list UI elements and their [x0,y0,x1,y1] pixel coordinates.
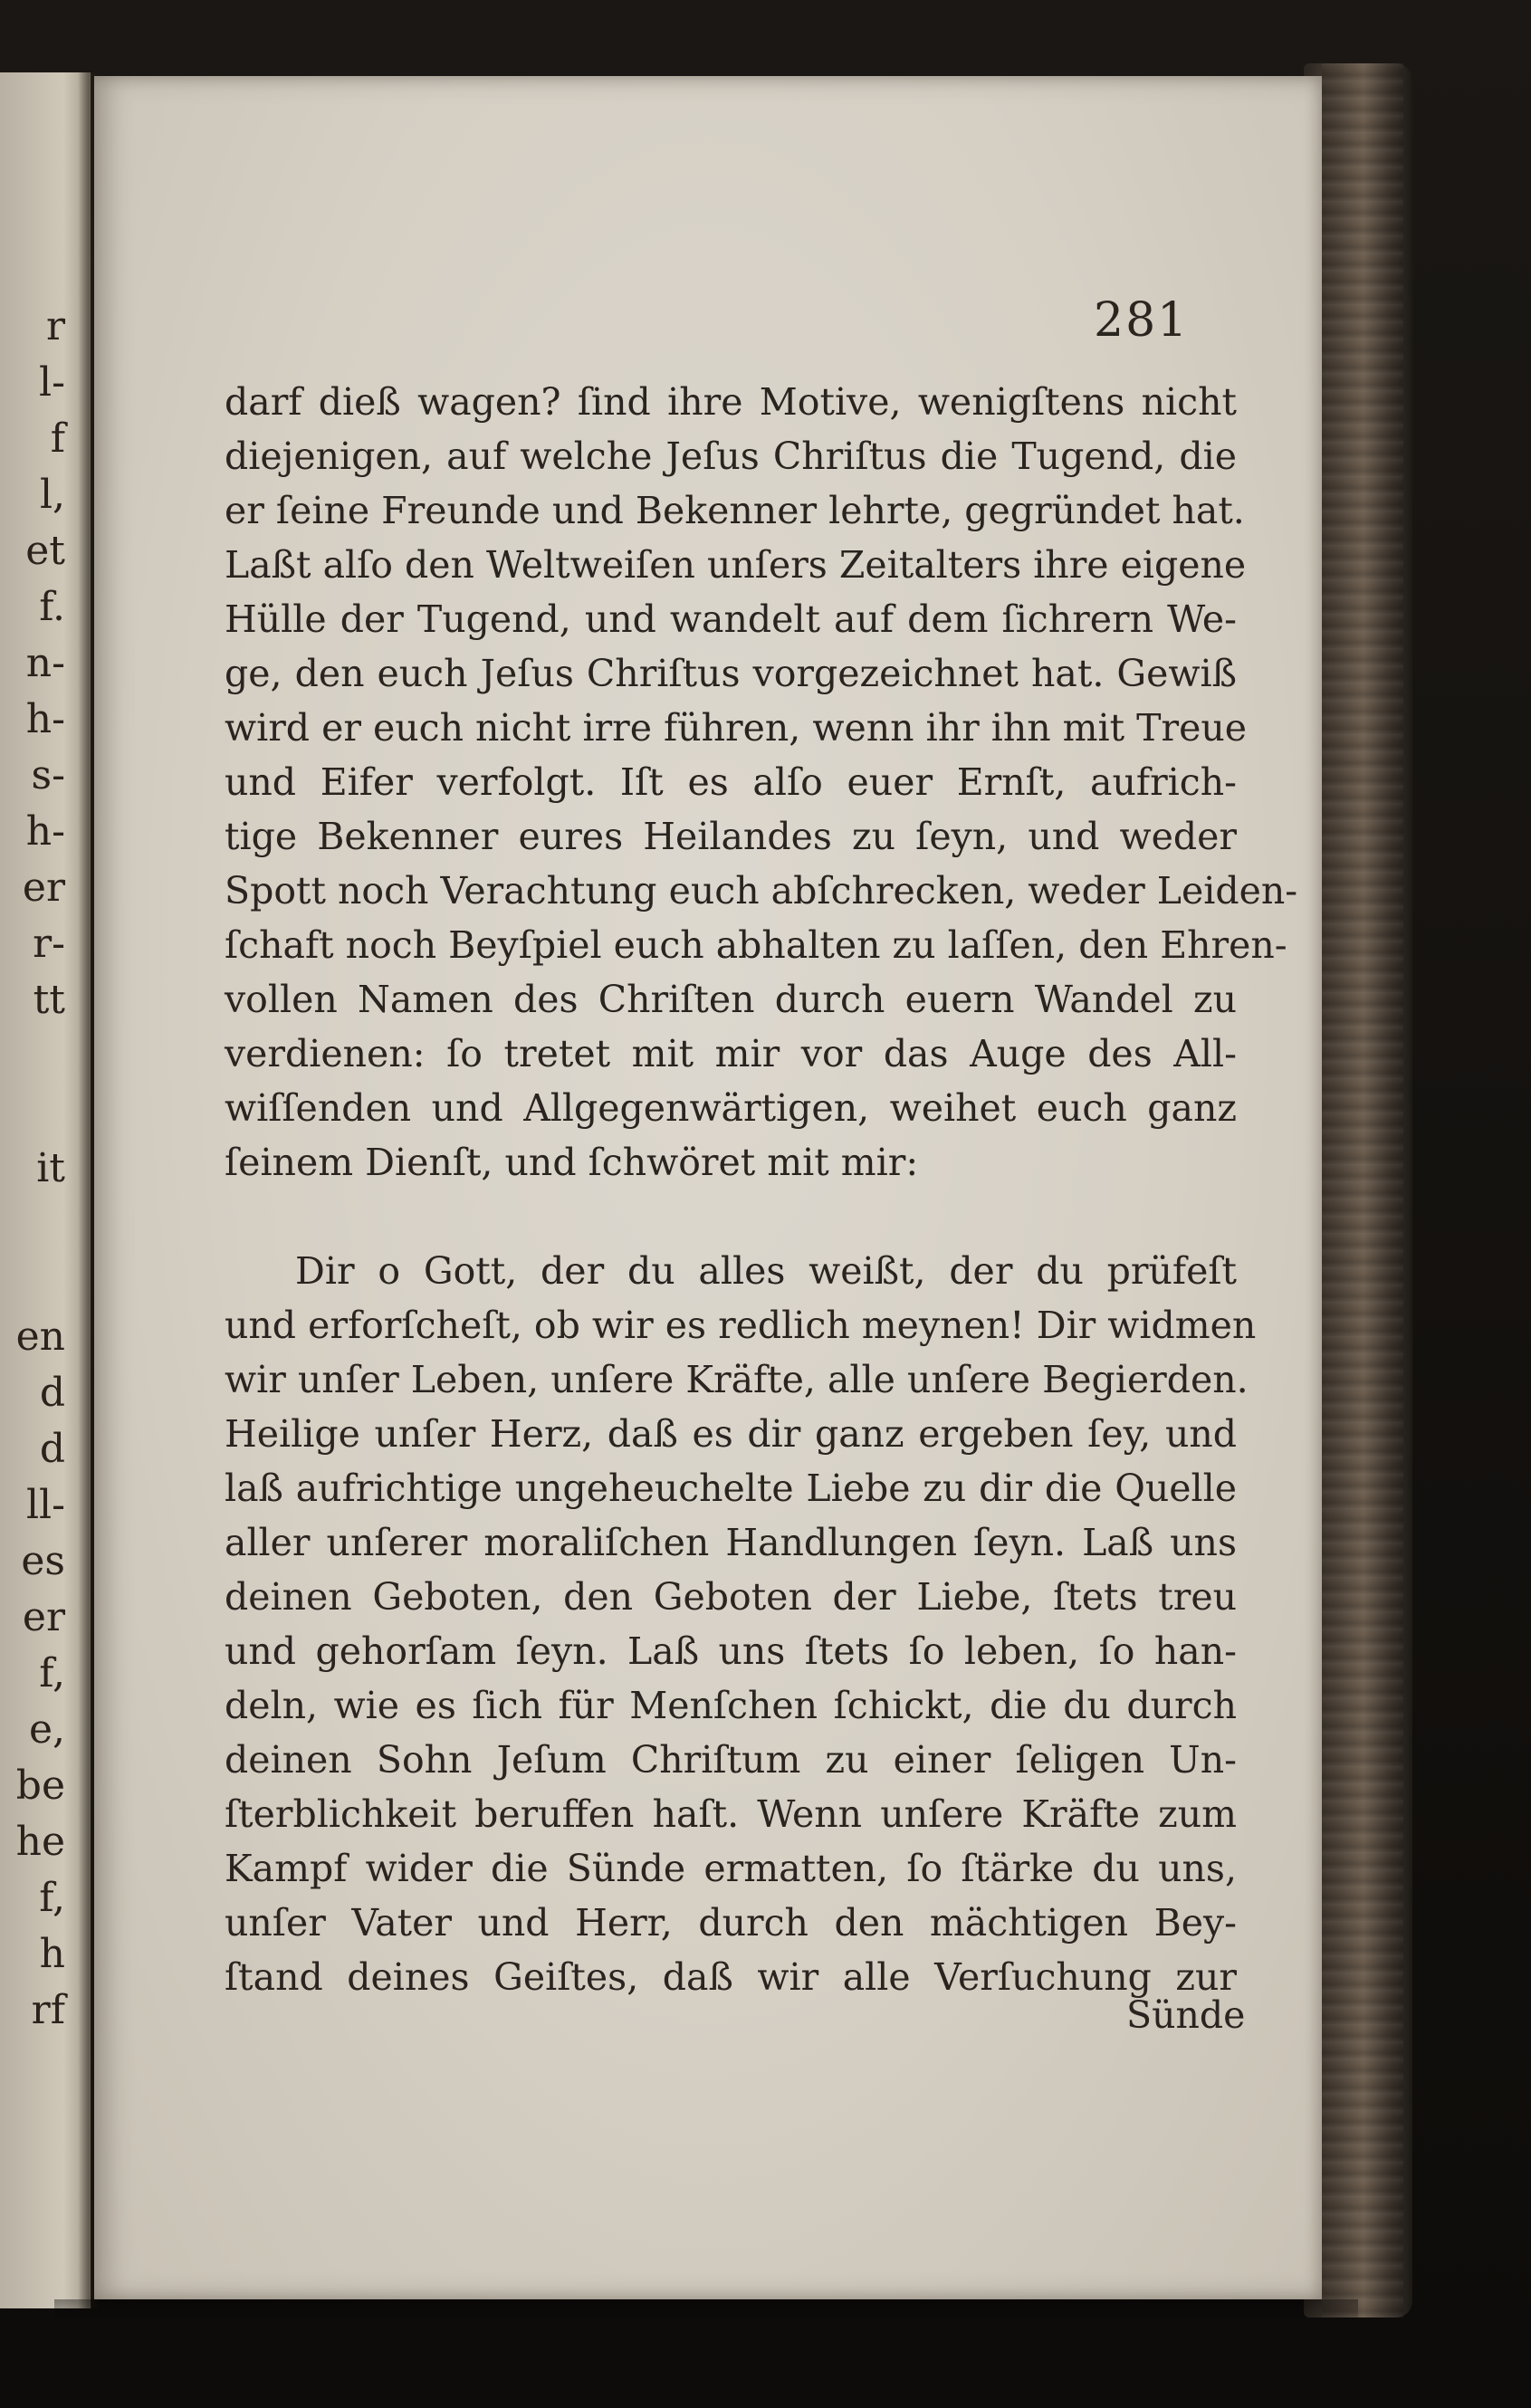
text-line: ſeinem Dienſt, und ſchwöret mit mir: [225,1141,919,1184]
page-bottom-shadow [54,2299,1358,2327]
text-line: Laßt alſo den Weltweiſen unſers Zeitalters ihre eigene [225,543,1247,587]
page-number: 281 [1094,293,1190,348]
text-line: laß aufrichtige ungeheuchelte Liebe zu dir die Quelle [225,1467,1237,1510]
facing-page-fragment [0,1028,65,1085]
facing-page-fragment: tt [33,977,65,1023]
paragraph-1 [225,375,1298,1190]
text-line: er ſeine Freunde und Bekenner lehrte, gegründet hat. [225,489,1245,532]
text-line: tige Bekenner eures Heilandes zu ſeyn, und weder [225,815,1237,858]
text-line: Kampf wider die Sünde ermatten, ſo ſtärke du uns, [225,1847,1237,1890]
facing-page-fragment: et [25,528,65,574]
facing-page-fragment: e, [28,1706,65,1753]
facing-page-fragment: it [36,1145,65,1191]
text-line: und Eifer verfolgt. Iſt es alſo euer Ernſt, aufrich- [225,760,1237,804]
facing-page-fragment [0,1085,65,1141]
text-line: deln, wie es ſich für Menſchen ſchickt, die du durch [225,1684,1237,1727]
text-line: Heilige unſer Herz, daß es dir ganz ergeben ſey, und [225,1412,1237,1456]
text-line: wiſſenden und Allgegenwärtigen, weihet euch ganz [225,1086,1237,1130]
facing-page-text-fragments [0,299,65,2039]
facing-page-fragment: r- [33,921,65,967]
facing-page-fragment: en [15,1314,65,1360]
text-line: aller unſerer moraliſchen Handlungen ſeyn. Laß uns [225,1521,1237,1564]
facing-page-fragment: er [22,1594,65,1640]
facing-page-fragment: n- [25,640,65,686]
facing-page-fragment: f [50,416,65,462]
text-line: wir unſer Leben, unſere Kräfte, alle unſere Begierden. [225,1358,1249,1401]
facing-page-fragment: h- [25,696,65,742]
facing-page-fragment: be [15,1763,65,1809]
text-line: deinen Geboten, den Geboten der Liebe, ſtets treu [225,1575,1237,1619]
text-line: Spott noch Verachtung euch abſchrecken, weder Leiden- [225,869,1298,913]
facing-page-fragment: d [39,1426,65,1472]
facing-page-fragment: he [15,1819,65,1865]
facing-page-fragment: ll- [25,1482,65,1528]
facing-page-fragment: s- [31,752,65,798]
text-line: deinen Sohn Jeſum Chriſtum zu einer ſeligen Un- [225,1738,1237,1782]
facing-page-fragment: rf [31,1987,65,2033]
text-line: ſtand deines Geiſtes, daß wir alle Verſuchung zur [225,1955,1237,1999]
facing-page-fragment [0,1197,65,1253]
facing-page-fragment: h- [25,808,65,855]
facing-page-fragment: l, [39,472,65,518]
facing-page-fragment: f. [39,584,65,630]
text-line: Hülle der Tugend, und wandelt auf dem ſichrern We- [225,597,1237,641]
text-line: und gehorſam ſeyn. Laß uns ſtets ſo leben, ſo han- [225,1629,1237,1673]
text-line: wird er euch nicht irre führen, wenn ihr ihn mit Treue [225,706,1248,750]
facing-page-fragment: h [39,1931,65,1977]
text-line: vollen Namen des Chriſten durch euern Wandel zu [225,978,1237,1021]
book-page [94,76,1322,2299]
text-line: darf dieß wagen? ſind ihre Motive, wenigſtens nicht [225,380,1237,424]
text-line: ſterblichkeit beruffen haſt. Wenn unſere Kräfte zum [225,1792,1237,1836]
text-line: diejenigen, auf welche Jeſus Chriſtus die Tugend, die [225,435,1237,478]
facing-page-fragment: f, [39,1650,65,1696]
text-line: und erforſcheſt, ob wir es redlich meynen! Dir widmen [225,1304,1257,1347]
facing-page-fragment: es [21,1538,65,1584]
facing-page-fragment: er [22,865,65,911]
facing-page-fragment: f, [39,1875,65,1921]
facing-page-fragment: l- [39,359,65,406]
text-line: Dir o Gott, der du alles weißt, der du prüfeſt [295,1249,1237,1293]
facing-page-fragment: d [39,1370,65,1416]
facing-page-fragment: r [45,303,65,349]
facing-page-fragment [0,1253,65,1309]
text-line: ſchaft noch Beyſpiel euch abhalten zu laſſen, den Ehren- [225,923,1287,967]
text-line: verdienen: ſo tretet mit mir vor das Auge des All- [225,1032,1237,1075]
text-line: unſer Vater und Herr, durch den mächtigen Bey- [225,1901,1237,1945]
catchword: Sünde [1126,1993,1246,2037]
text-line: ge, den euch Jeſus Chriſtus vorgezeichnet hat. Gewiß [225,652,1237,695]
paragraph-2 [225,1244,1257,2004]
